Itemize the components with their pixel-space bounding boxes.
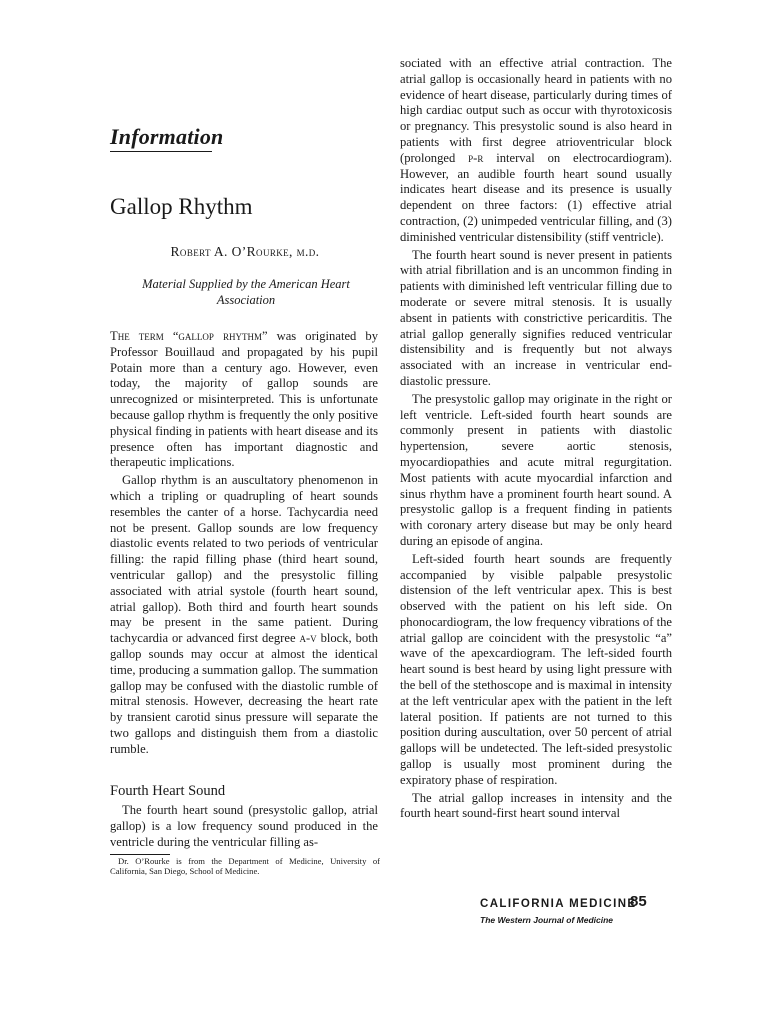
paragraph-left-sided: Left-sided fourth heart sounds are frequently accompanied by visible palpable presystolic distension of the left ventricular apex. This is best observed with the patient on his left side. On phonocardiogram, the low frequency vibrations of the atrial gallop are coincident with the presystolic “a” wave of the apexcardiogram. The left-sided fourth heart sound is best heard by using light pressure with the bell of the stethoscope and is maximal in intensity at the left ventricular apex with the patient in the left lateral position. If patients are not turned to this position during auscultation, over 50 percent of atrial gallops will be undetected. The left-sided presystolic gallop is usually most prominent during the expiratory phase of respiration. (400, 551, 672, 787)
paragraph-text: Gallop rhythm is an auscultatory phenomenon in which a tripling or quadrupling of heart sounds resembles the canter of a horse. Tachycardia need not be present. Gallop sounds are low frequency diastolic events related to two periods of ventricular filling: the rapid filling phase (third heart sound, ventricular gallop) and the presystolic filling associated with atrial systole (fourth heart sound, atrial gallop). Both third and fourth heart sounds may be present in the same patient. During tachycardia or advanced first degree (110, 473, 378, 646)
paragraph-text: sociated with an effective atrial contraction. The atrial gallop is occasionally heard in patients with no evidence of heart disease, particularly during times of high cardiac output such as occur with thyrotoxicosis or pregnancy. This presystolic sound is also heard in patients with first degree atrioventricular block (prolonged (400, 56, 672, 165)
right-column-body (400, 56, 672, 824)
paragraph-atrial-fibrillation: The fourth heart sound is never present in patients with atrial fibrillation and is an uncommon finding in patients with diminished left ventricular filling due to moderate or severe mitral stenosis. It is usually absent in patients with constrictive pericarditis. The atrial gallop generally signifies reduced ventricular distensibility and is frequently but not always associated with an increase in ventricular end-diastolic pressure. (400, 247, 672, 388)
abbrev-pr: p-r (468, 150, 484, 165)
paragraph-intensity: The atrial gallop increases in intensity and the fourth heart sound-first heart sound interval (400, 790, 672, 821)
paragraph-intro (110, 329, 378, 471)
subheading-fourth-heart-sound: Fourth Heart Sound (110, 783, 226, 799)
abbrev-av: a-v (299, 631, 317, 646)
page-number: 85 (630, 893, 647, 910)
author-footnote: Dr. O’Rourke is from the Department of Medicine, University of California, San Diego, School of Medicine. (110, 856, 380, 876)
paragraph-continued (400, 56, 672, 246)
paragraph-text: interval on electrocardiogram). However, an audible fourth heart sound usually indicates heart disease and its presence is usually dependent on three factors: (1) effective atrial contraction, (2) unimpeded ventricular filling, and (3) diminished ventricular distensibility (stiff ventricle). (400, 150, 672, 244)
section-rule (110, 151, 212, 152)
article-title: Gallop Rhythm (110, 194, 253, 219)
supplied-by-note: Material Supplied by the American Heart Association (142, 277, 350, 307)
journal-subtitle: The Western Journal of Medicine (480, 915, 614, 925)
lead-in-text: The term “gallop rhythm” (110, 329, 268, 343)
journal-name: CALIFORNIA MEDICINE (480, 898, 637, 910)
footnote-rule (110, 854, 170, 855)
left-column-body-continued (110, 803, 378, 852)
paragraph-text: was originated by Professor Bouillaud and propagated by his pupil Potain more than a century ago. However, even today, the majority of gallop sounds are unrecognized or misinterpreted. This is unfortunate because gallop rhythm is frequently the only positive physical finding in patients with heart disease and its presence often has important diagnostic and therapeutic implications. (110, 329, 378, 470)
section-label: Information (110, 124, 224, 149)
left-column-body (110, 329, 378, 760)
paragraph-gallop-definition (110, 473, 378, 757)
author-byline: Robert A. O’Rourke, m.d. (170, 244, 320, 259)
paragraph-fourth-heart-sound: The fourth heart sound (presystolic gallop, atrial gallop) is a low frequency sound produced in the ventricle during the ventricular filling as- (110, 803, 378, 849)
paragraph-presystolic-origin: The presystolic gallop may originate in the right or left ventricle. Left-sided fourth heart sounds are commonly present in patients with diastolic hypertension, severe aortic stenosis, myocardiopathies and acute mitral regurgitation. Most patients with acute myocardial infarction and sinus rhythm have a prominent fourth heart sound. A presystolic gallop is a frequent finding in patients with coronary artery disease but may be only heard during an episode of angina. (400, 391, 672, 548)
paragraph-text: block, both gallop sounds may occur at almost the identical time, producing a summation gallop. The summation gallop may be confused with the diastolic rumble of mitral stenosis. However, decreasing the heart rate by transient carotid sinus pressure will separate the two gallops and distinguish them from a diastolic rumble. (110, 631, 378, 756)
